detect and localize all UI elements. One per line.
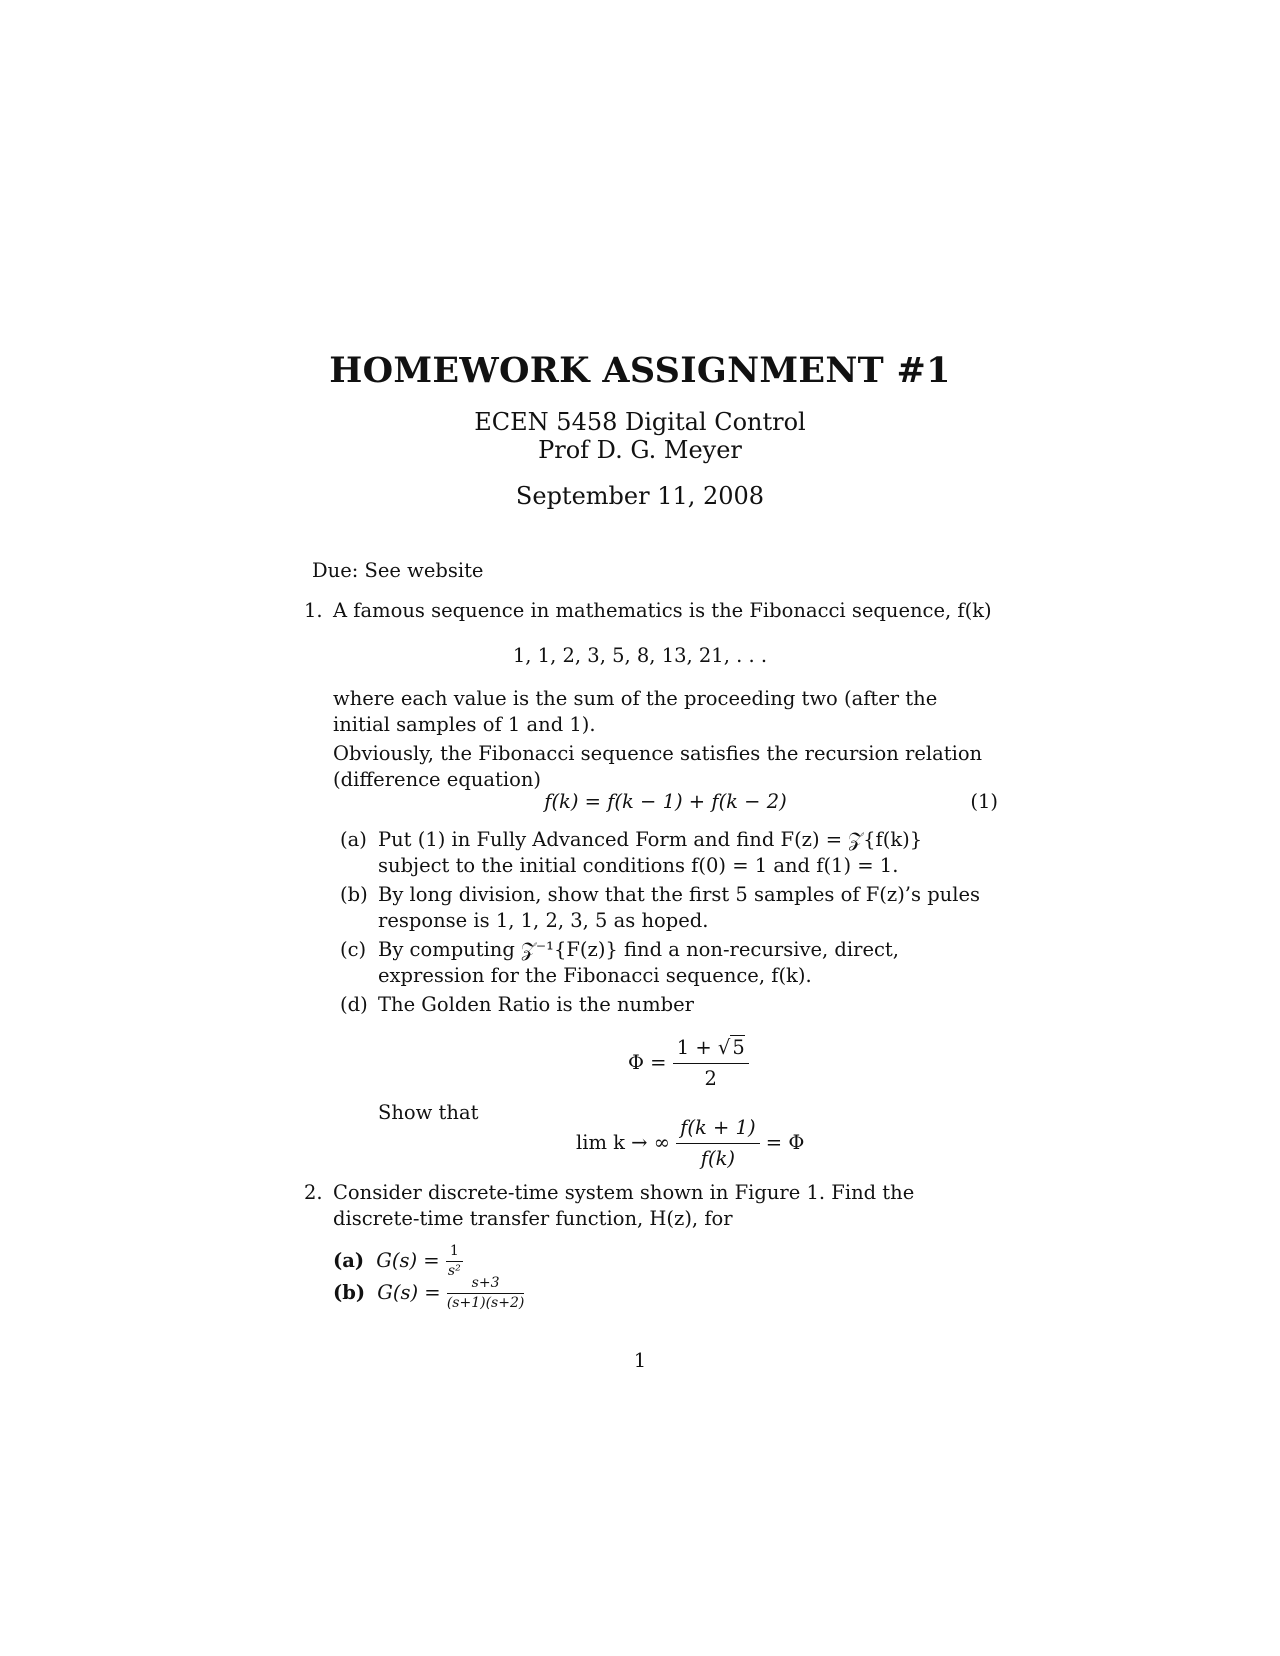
phi-lhs: Φ =	[628, 1051, 667, 1074]
part-c-label: (c)	[340, 938, 367, 961]
problem-2-part-b-label: (b)	[333, 1281, 366, 1304]
problem-2-text: Consider discrete-time system shown in Figure 1. Find the discrete-time transfer function, H(z), for	[333, 1181, 915, 1230]
problem-2-number: 2.	[304, 1181, 323, 1204]
part-b-text: By long division, show that the first 5 samples of F(z)’s pules response is 1, 1, 2, 3, 5 as hoped.	[378, 883, 981, 932]
problem-2-part-b-fraction	[447, 1276, 525, 1311]
phi-denominator: 2	[704, 1067, 717, 1090]
recursion-equation-row	[333, 789, 998, 815]
problem-1-intro: A famous sequence in mathematics is the Fibonacci sequence, f(k)	[333, 599, 992, 622]
problem-1-number: 1.	[304, 599, 323, 622]
limit-fraction	[676, 1115, 759, 1172]
part-c-text: By computing 𝒵⁻¹{F(z)} find a non-recursive, direct, expression for the Fibonacci sequence, f(k).	[378, 938, 899, 987]
part-b-label: (b)	[340, 883, 368, 906]
show-that: Show that	[378, 1101, 479, 1124]
problem-2-part-b-numerator: s+3	[447, 1276, 525, 1294]
recursion-equation: f(k) = f(k − 1) + f(k − 2)	[544, 790, 787, 813]
problem-2-part-a-label: (a)	[333, 1249, 365, 1272]
due-line: Due: See website	[312, 559, 484, 582]
limit-denominator: f(k)	[700, 1147, 735, 1170]
problem-1-paragraph-2: Obviously, the Fibonacci sequence satisfies the recursion relation (difference equation)	[333, 742, 983, 791]
date: September 11, 2008	[515, 482, 765, 510]
phi-fraction: $\frac{1 + √ 5}{2}$	[673, 1035, 749, 1092]
problem-2-part-a	[333, 1244, 463, 1279]
phi-numerator-sqrt: 5	[732, 1036, 745, 1059]
equation-number: (1)	[970, 790, 998, 813]
limit-lhs: lim k → ∞	[576, 1131, 670, 1154]
problem-2-part-b	[333, 1276, 524, 1311]
problem-2-part-a-fraction	[446, 1244, 463, 1279]
phi-numerator-prefix: 1 +	[676, 1036, 718, 1059]
page-title: HOMEWORK ASSIGNMENT #1	[329, 350, 951, 391]
limit-rhs: = Φ	[765, 1131, 805, 1154]
page-number: 1	[633, 1349, 647, 1372]
problem-2-part-a-numerator: 1	[446, 1244, 463, 1262]
problem-2-part-a-denominator: s²	[447, 1263, 461, 1279]
course-name: ECEN 5458 Digital Control	[474, 408, 806, 436]
part-d-label: (d)	[340, 993, 368, 1016]
fibonacci-sequence: 1, 1, 2, 3, 5, 8, 13, 21, . . .	[512, 644, 768, 667]
problem-1-paragraph-1: where each value is the sum of the proceeding two (after the initial samples of 1 and 1).	[333, 687, 938, 736]
limit-numerator: f(k + 1)	[676, 1115, 759, 1144]
part-d-text: The Golden Ratio is the number	[378, 993, 694, 1016]
problem-2-part-b-denominator: (s+1)(s+2)	[446, 1295, 525, 1311]
golden-ratio-equation	[628, 1035, 749, 1092]
limit-equation	[576, 1115, 804, 1172]
part-a-text: Put (1) in Fully Advanced Form and find F(z) = 𝒵{f(k)} subject to the initial conditions f(0) = 1 and f(1) = 1.	[378, 828, 923, 877]
problem-2-part-a-lhs: G(s) =	[376, 1249, 440, 1272]
problem-2-part-b-lhs: G(s) =	[377, 1281, 441, 1304]
professor-name: Prof D. G. Meyer	[538, 436, 742, 464]
part-a-label: (a)	[340, 828, 367, 851]
